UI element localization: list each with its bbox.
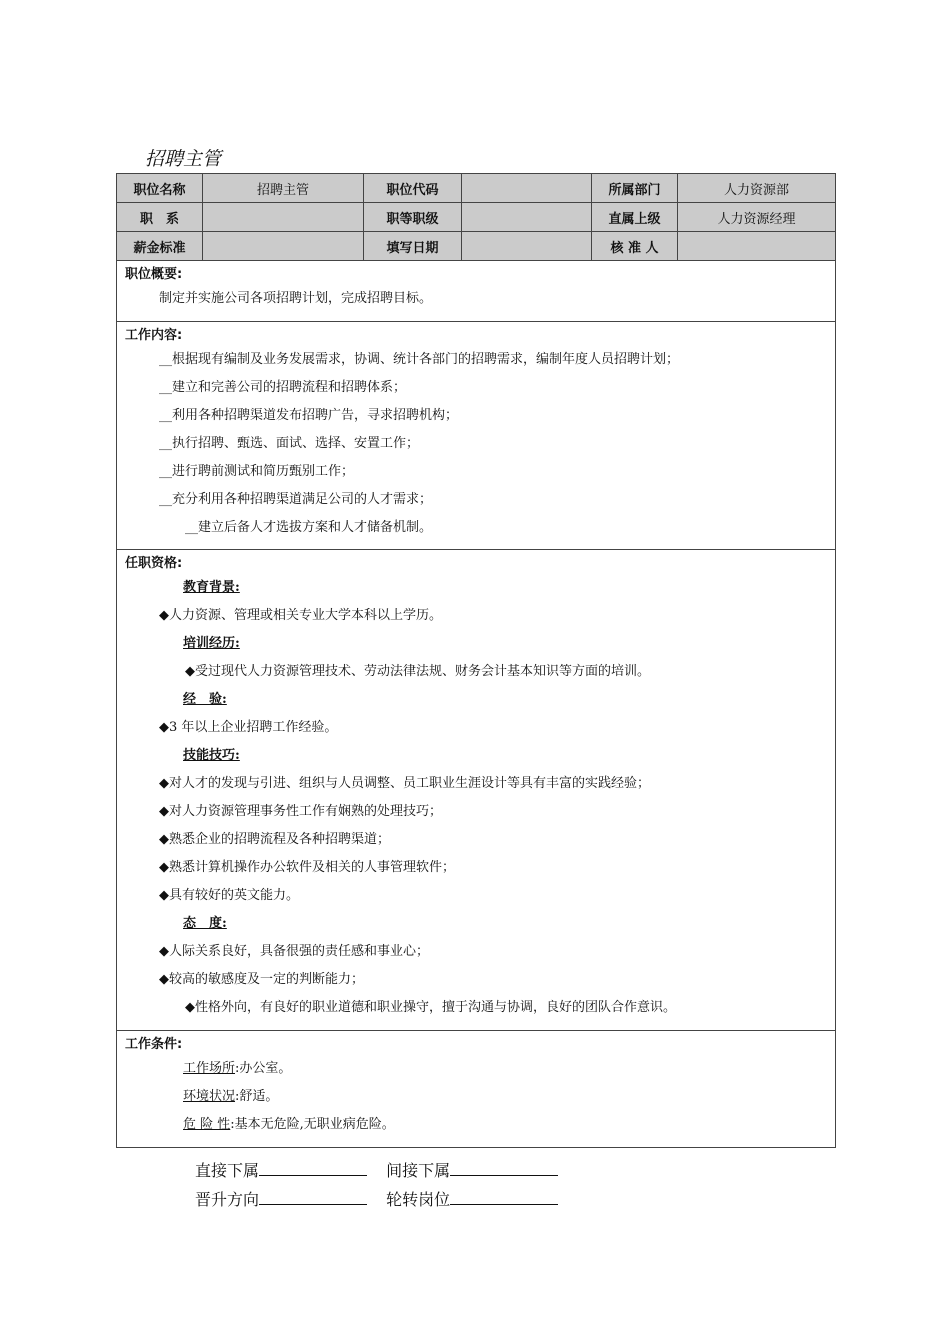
risk-value: :基本无危险,无职业病危险。: [230, 1117, 395, 1132]
summary-text: 制定并实施公司各项招聘计划，完成招聘目标。: [159, 291, 433, 306]
experience-label: 经 验:: [183, 692, 227, 707]
condition-workplace: [125, 1055, 827, 1083]
footer-row-reports: [195, 1158, 572, 1181]
rotation-blank[interactable]: [450, 1190, 558, 1205]
value-fill-date: [462, 232, 592, 261]
education-label: 教育背景:: [183, 580, 240, 595]
attitude-label: 态 度:: [183, 916, 227, 931]
duties-section: [117, 322, 836, 550]
conditions-title: 工作条件:: [125, 1037, 183, 1052]
workplace-label: 工作场所: [183, 1061, 236, 1076]
duty-item: __建立和完善公司的招聘流程和招聘体系；: [159, 380, 407, 395]
label-fill-date: 填写日期: [364, 232, 462, 261]
indirect-reports-blank[interactable]: [450, 1161, 558, 1176]
condition-risk: [125, 1111, 827, 1139]
attitude-item: ◆较高的敏感度及一定的判断能力；: [159, 972, 364, 987]
training-text: ◆受过现代人力资源管理技术、劳动法律法规、财务会计基本知识等方面的培训。: [185, 664, 650, 679]
label-position-code: 职位代码: [364, 174, 462, 203]
duty-item: __充分利用各种招聘渠道满足公司的人才需求；: [159, 492, 433, 507]
summary-section: [117, 261, 836, 322]
promotion-label: 晋升方向: [195, 1190, 260, 1209]
value-approver: [678, 232, 836, 261]
risk-label: 危 险 性: [183, 1117, 231, 1132]
value-position-name: 招聘主管: [203, 174, 364, 203]
skill-item: ◆熟悉计算机操作办公软件及相关的人事管理软件；: [159, 860, 455, 875]
qualifications-section: [117, 550, 836, 1031]
conditions-section: [117, 1031, 836, 1148]
header-row: [117, 232, 836, 261]
duties-title: 工作内容:: [125, 328, 183, 343]
value-department: 人力资源部: [678, 174, 836, 203]
label-position-name: 职位名称: [117, 174, 203, 203]
promotion-blank[interactable]: [259, 1190, 367, 1205]
duty-item: __根据现有编制及业务发展需求，协调、统计各部门的招聘需求，编制年度人员招聘计划；: [159, 352, 680, 367]
value-supervisor: 人力资源经理: [678, 203, 836, 232]
job-description-table: [116, 173, 836, 1148]
skill-item: ◆对人力资源管理事务性工作有娴熟的处理技巧；: [159, 804, 442, 819]
environment-value: :舒适。: [235, 1089, 279, 1104]
duty-item: __执行招聘、甄选、面试、选择、安置工作；: [159, 436, 420, 451]
education-text: ◆人力资源、管理或相关专业大学本科以上学历。: [159, 608, 442, 623]
workplace-value: :办公室。: [235, 1061, 292, 1076]
attitude-item: ◆人际关系良好，具备很强的责任感和事业心；: [159, 944, 429, 959]
indirect-reports-label: 间接下属: [386, 1161, 451, 1180]
label-approver: 核 准 人: [592, 232, 678, 261]
duty-item: __利用各种招聘渠道发布招聘广告，寻求招聘机构；: [159, 408, 459, 423]
value-job-family: [203, 203, 364, 232]
direct-reports-label: 直接下属: [195, 1161, 260, 1180]
page-title: 招聘主管: [145, 148, 222, 170]
label-job-family: 职 系: [117, 203, 203, 232]
summary-title: 职位概要:: [125, 267, 183, 282]
experience-text: ◆3 年以上企业招聘工作经验。: [159, 720, 338, 735]
value-position-code: [462, 174, 592, 203]
label-department: 所属部门: [592, 174, 678, 203]
training-label: 培训经历:: [183, 636, 240, 651]
direct-reports-blank[interactable]: [259, 1161, 367, 1176]
attitude-item: ◆性格外向，有良好的职业道德和职业操守，擅于沟通与协调，良好的团队合作意识。: [185, 1000, 676, 1015]
condition-environment: [125, 1083, 827, 1111]
label-supervisor: 直属上级: [592, 203, 678, 232]
label-grade: 职等职级: [364, 203, 462, 232]
qualifications-title: 任职资格:: [125, 556, 183, 571]
footer-row-career: [195, 1187, 572, 1210]
value-grade: [462, 203, 592, 232]
duty-item: __建立后备人才选拔方案和人才储备机制。: [185, 520, 433, 535]
header-row: [117, 174, 836, 203]
skills-label: 技能技巧:: [183, 748, 240, 763]
value-salary: [203, 232, 364, 261]
skill-item: ◆熟悉企业的招聘流程及各种招聘渠道；: [159, 832, 390, 847]
duty-item: __进行聘前测试和简历甄别工作；: [159, 464, 355, 479]
skill-item: ◆具有较好的英文能力。: [159, 888, 299, 903]
rotation-label: 轮转岗位: [386, 1190, 451, 1209]
environment-label: 环境状况: [183, 1089, 236, 1104]
label-salary: 薪金标准: [117, 232, 203, 261]
skill-item: ◆对人才的发现与引进、组织与人员调整、员工职业生涯设计等具有丰富的实践经验；: [159, 776, 650, 791]
header-row: [117, 203, 836, 232]
